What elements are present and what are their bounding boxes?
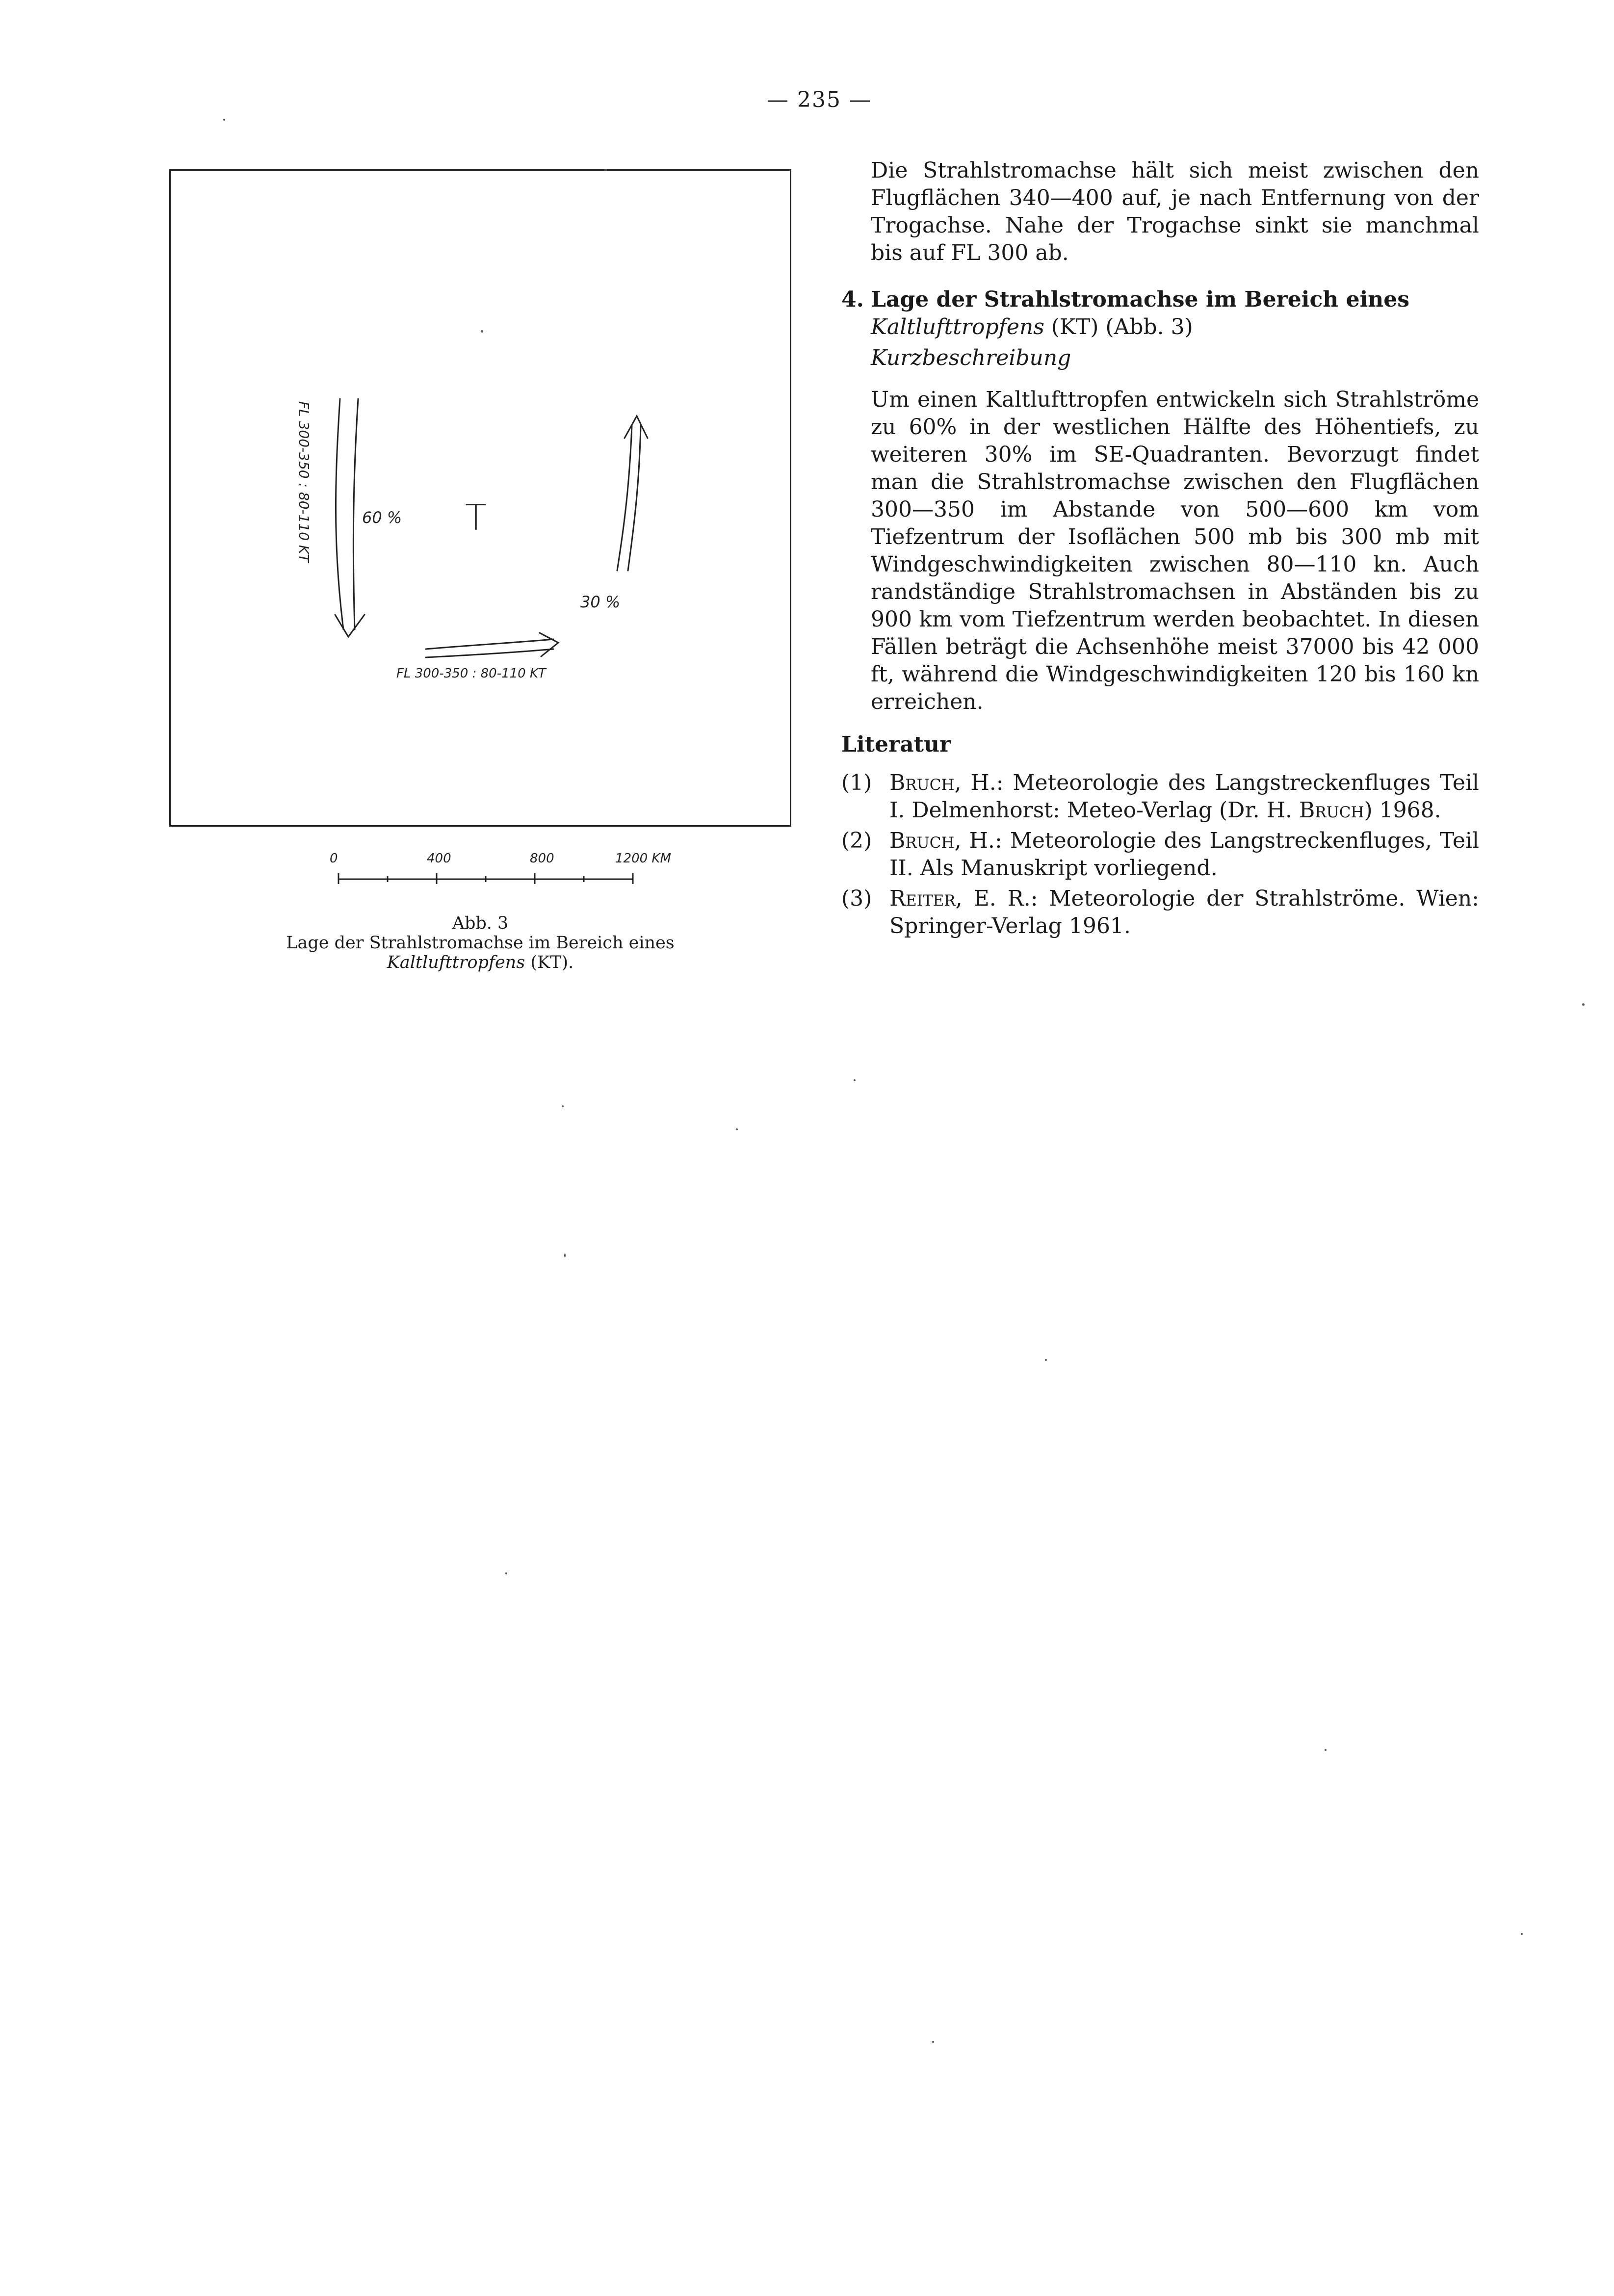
scale-label-800: 800	[530, 851, 554, 866]
south-jet-arrow-bottom-line	[426, 649, 553, 657]
section-number: 4.	[841, 287, 864, 312]
west-jet-arrow-right-line	[353, 399, 358, 629]
literature-item	[841, 885, 1479, 940]
section-title-bold: Lage der Strahlstromachse im Bereich eines	[871, 287, 1410, 312]
literature-item-number: (3)	[841, 886, 872, 911]
west-jet-arrowhead	[335, 615, 364, 637]
literature-author: Reiter	[889, 886, 956, 911]
literature-item-number: (1)	[841, 770, 872, 795]
literature-item-number: (2)	[841, 828, 872, 853]
scale-line	[334, 854, 687, 888]
literature-item	[841, 769, 1479, 824]
literature-item	[841, 827, 1479, 882]
scan-speck	[1045, 1359, 1047, 1361]
scan-speck	[223, 119, 225, 121]
scan-speck	[736, 1128, 738, 1130]
low-center-symbol: T	[465, 497, 487, 538]
literature-author: Bruch	[889, 770, 955, 795]
literature-text-end: ) 1968.	[1364, 798, 1441, 823]
scan-speck	[854, 1079, 856, 1081]
literature-author: Bruch	[889, 828, 955, 853]
flight-level-label-vertical: FL 300-350 : 80-110 KT	[296, 401, 312, 563]
caption-line1: Lage der Strahlstromachse im Bereich eines	[286, 933, 675, 953]
scale-label-1200: 1200 KM	[615, 851, 671, 866]
scan-speck	[505, 1572, 507, 1574]
literature-text: , H.: Meteorologie des Langstreckenfluges Teil I. Delmenhorst: Meteo-Verlag (Dr. H.	[889, 770, 1479, 823]
scale-label-400: 400	[427, 851, 451, 866]
caption-rest: (KT).	[525, 953, 574, 972]
figure-caption	[169, 913, 791, 972]
percent-30-label: 30 %	[580, 593, 621, 611]
south-jet-arrow-top-line	[426, 639, 553, 649]
west-jet-arrow-left-line	[336, 399, 343, 629]
subheading: Kurzbeschreibung	[871, 345, 1071, 370]
caption-line2	[169, 953, 791, 972]
scale-label-0: 0	[330, 851, 338, 866]
scan-speck	[604, 169, 607, 171]
figure-frame	[169, 169, 791, 827]
body-paragraph: Um einen Kaltlufttropfen entwickeln sich Strahlströme zu 60% in der westlichen Hälfte des Höhentiefs, zu weiteren 30% im SE-Quadranten. Bevorzugt findet man die Strahlstromachse zwischen den Flugflächen 300—350 im Abstande von 500—600 km vom Tiefzentrum der Isoflächen 500 mb bis 300 mb mit Windgeschwindigkeiten zwischen 80—110 kn. Auch randständige Strahlstromachsen in Abständen bis zu 900 km vom Tiefzentrum werden beobachtet. In diesen Fällen beträgt die Achsenhöhe meist 37000 bis 42 000 ft, während die Windgeschwindigkeiten 120 bis 160 kn erreichen.	[871, 387, 1479, 714]
scan-speck	[1521, 1933, 1523, 1935]
scan-speck	[1582, 1003, 1585, 1006]
literature-list	[841, 769, 1479, 943]
page-number: — 235 —	[767, 87, 872, 112]
east-jet-arrowhead	[625, 416, 648, 438]
section-heading	[841, 286, 1479, 341]
intro-paragraph: Die Strahlstromachse hält sich meist zwischen den Flugflächen 340—400 auf, je nach Entfernung von der Trogachse. Nahe der Trogachse sinkt sie manchmal bis auf FL 300 ab.	[871, 158, 1479, 265]
scan-speck	[562, 1105, 564, 1107]
south-jet-arrowhead	[540, 633, 558, 656]
caption-italic: Kaltlufttropfens	[387, 953, 525, 972]
scan-speck	[564, 1253, 566, 1257]
percent-60-label: 60 %	[362, 508, 402, 527]
literature-text: , H.: Meteorologie des Langstreckenfluges, Teil II. Als Manuskript vorliegend.	[889, 828, 1479, 881]
scale-bar	[330, 851, 687, 888]
section-title-italic: Kaltlufttropfens	[871, 314, 1044, 339]
scan-speck	[481, 330, 483, 333]
section-title-rest: (KT) (Abb. 3)	[1044, 314, 1193, 339]
caption-number: Abb. 3	[452, 913, 509, 933]
east-jet-arrow-left-line	[617, 426, 632, 571]
literature-text: , E. R.: Meteorologie der Strahlströme. Wien: Springer-Verlag 1961.	[889, 886, 1479, 939]
east-jet-arrow-right-line	[628, 426, 641, 571]
literature-author-2: Bruch	[1299, 798, 1364, 823]
scan-speck	[1325, 1749, 1327, 1751]
flight-level-label-horizontal: FL 300-350 : 80-110 KT	[396, 666, 546, 681]
scan-speck	[932, 2041, 934, 2043]
literature-heading: Literatur	[841, 732, 951, 757]
